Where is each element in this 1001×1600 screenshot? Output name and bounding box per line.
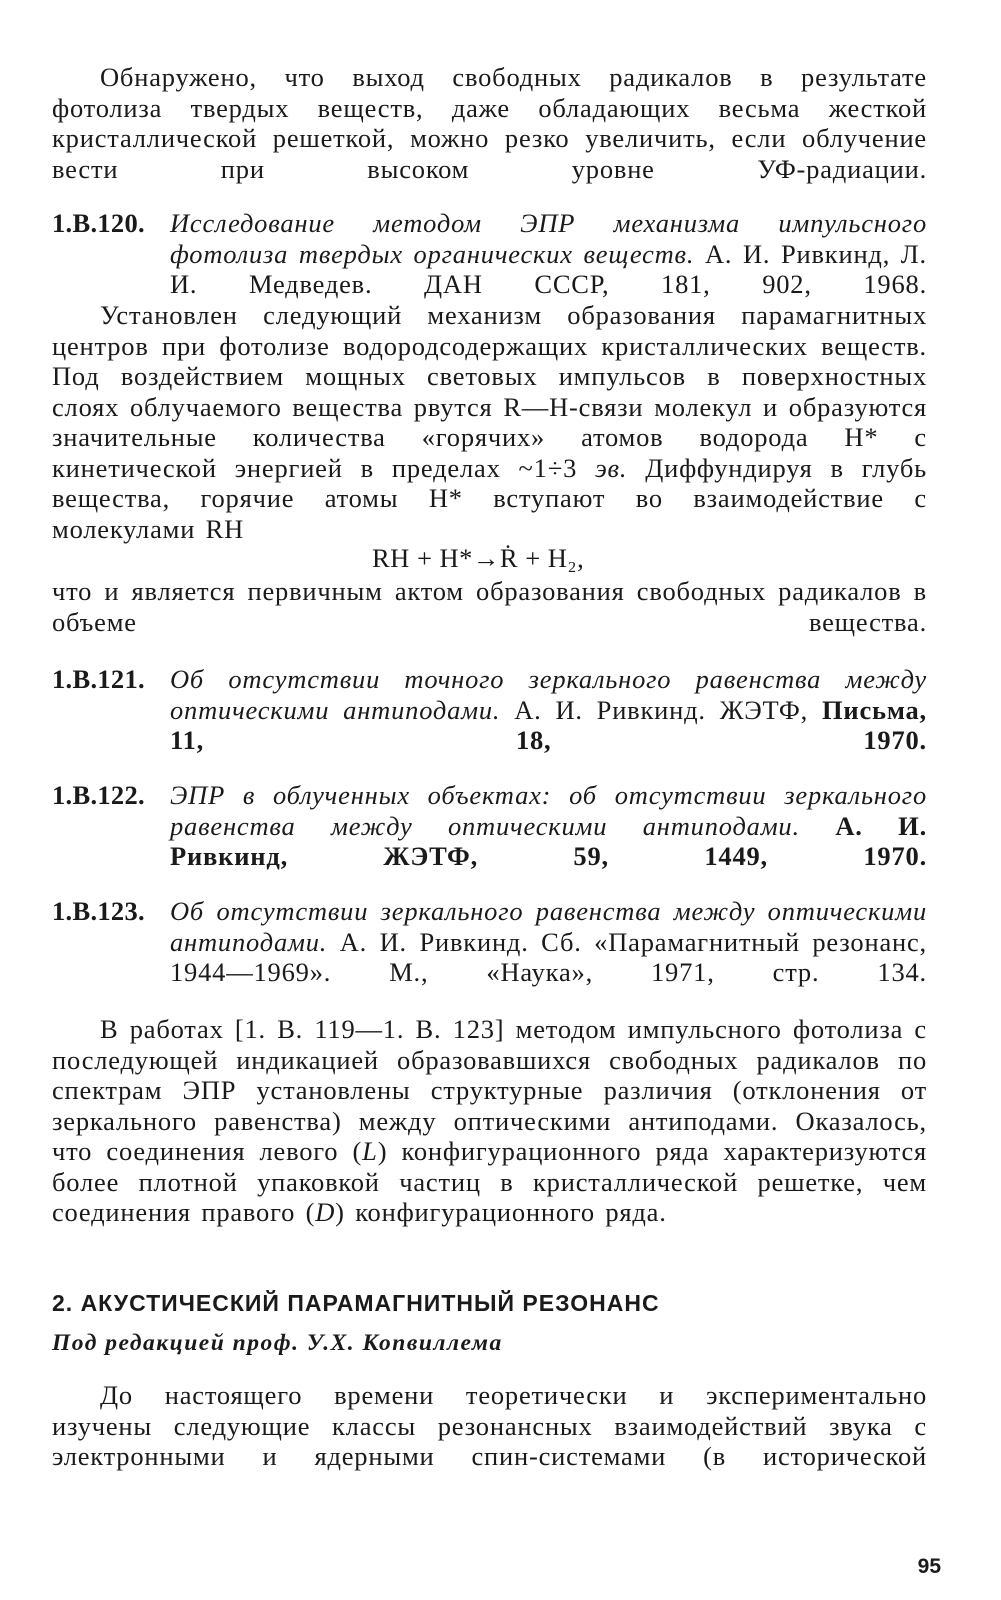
entry-citation: А. И. Ривкинд. Сб. «Парамагнитный резонанс, 1944—1969». М., «Наука», 1971, стр. 134. (170, 926, 927, 987)
entry-citation: А. И. Ривкинд, Л. И. Медведев. ДАН СССР, 181, 902, 1968. (170, 238, 927, 299)
entry-title: Об отсутствии зеркального равенства между оптическими антиподами. (170, 896, 927, 957)
bibliography-entry-123 (52, 896, 927, 988)
entry-citation: А. И. Ривкинд. ЖЭТФ, (514, 694, 809, 725)
entry-number: 1.В.122. (52, 780, 145, 810)
page-number: 95 (917, 1555, 941, 1578)
entry-citation-journal: Письма, 11, 18, 1970. (170, 694, 927, 755)
entry-number: 1.В.123. (52, 896, 145, 926)
entry-title: ЭПР в облученных объектах: об отсутствии зеркального равенства между оптическими антиподами. (170, 780, 927, 841)
entry-120-conclusion: что и является первичным актом образования свободных радикалов в объеме вещества. (52, 576, 927, 637)
entry-title: Об отсутствии точного зеркального равенства между оптическими антиподами. (170, 664, 927, 725)
entry-number: 1.В.120. (52, 208, 145, 238)
bibliography-entry-121 (52, 664, 927, 756)
entry-title: Исследование методом ЭПР механизма импульсного фотолиза твердых органических веществ. (170, 208, 927, 269)
summary-paragraph: В работах [1. В. 119—1. В. 123] методом импульсного фотолиза с последующей индикацией образовавшихся свободных радикалов по спектрам ЭПР установлены структурные различия (отклонения от зеркального равенства) между оптическими антиподами. Оказалось, что соединения левого (L) конфигурационного ряда характеризуются более плотной упаковкой частиц в кристаллической решетке, чем соединения правого (D) конфигурационного ряда. (52, 1014, 927, 1227)
bibliography-entry-120 (52, 208, 927, 300)
section-heading: 2. АКУСТИЧЕСКИЙ ПАРАМАГНИТНЫЙ РЕЗОНАНС (52, 1290, 660, 1316)
section-intro-paragraph: До настоящего времени теоретически и экспериментально изучены следующие классы резонансных взаимодействий звука с электронными и ядерными спин-системами (в исторической (52, 1380, 927, 1471)
intro-paragraph: Обнаружено, что выход свободных радикалов в результате фотолиза твердых веществ, даже обладающих весьма жесткой кристаллической решеткой, можно резко увеличить, если облучение вести при высоком уровне УФ-радиации. (52, 62, 927, 184)
reaction-formula: RH + H*→Ṙ + H₂, (372, 543, 585, 573)
entry-number: 1.В.121. (52, 664, 145, 694)
entry-120-description: Установлен следующий механизм образования парамагнитных центров при фотолизе водородсодержащих кристаллических веществ. Под воздействием мощных световых импульсов в поверхностных слоях облучаемого вещества рвутся R—H-связи молекул и образуются значительные количества «горячих» атомов водорода H* с кинетической энергией в пределах ~1÷3 эв. Диффундируя в глубь вещества, горячие атомы H* вступают во взаимодействие с молекулами RH (52, 300, 927, 544)
bibliography-entry-122 (52, 780, 927, 872)
editor-line: Под редакцией проф. У.Х. Копвиллема (52, 1330, 503, 1356)
entry-citation: А. И. Ривкинд, ЖЭТФ, 59, 1449, 1970. (170, 810, 928, 871)
